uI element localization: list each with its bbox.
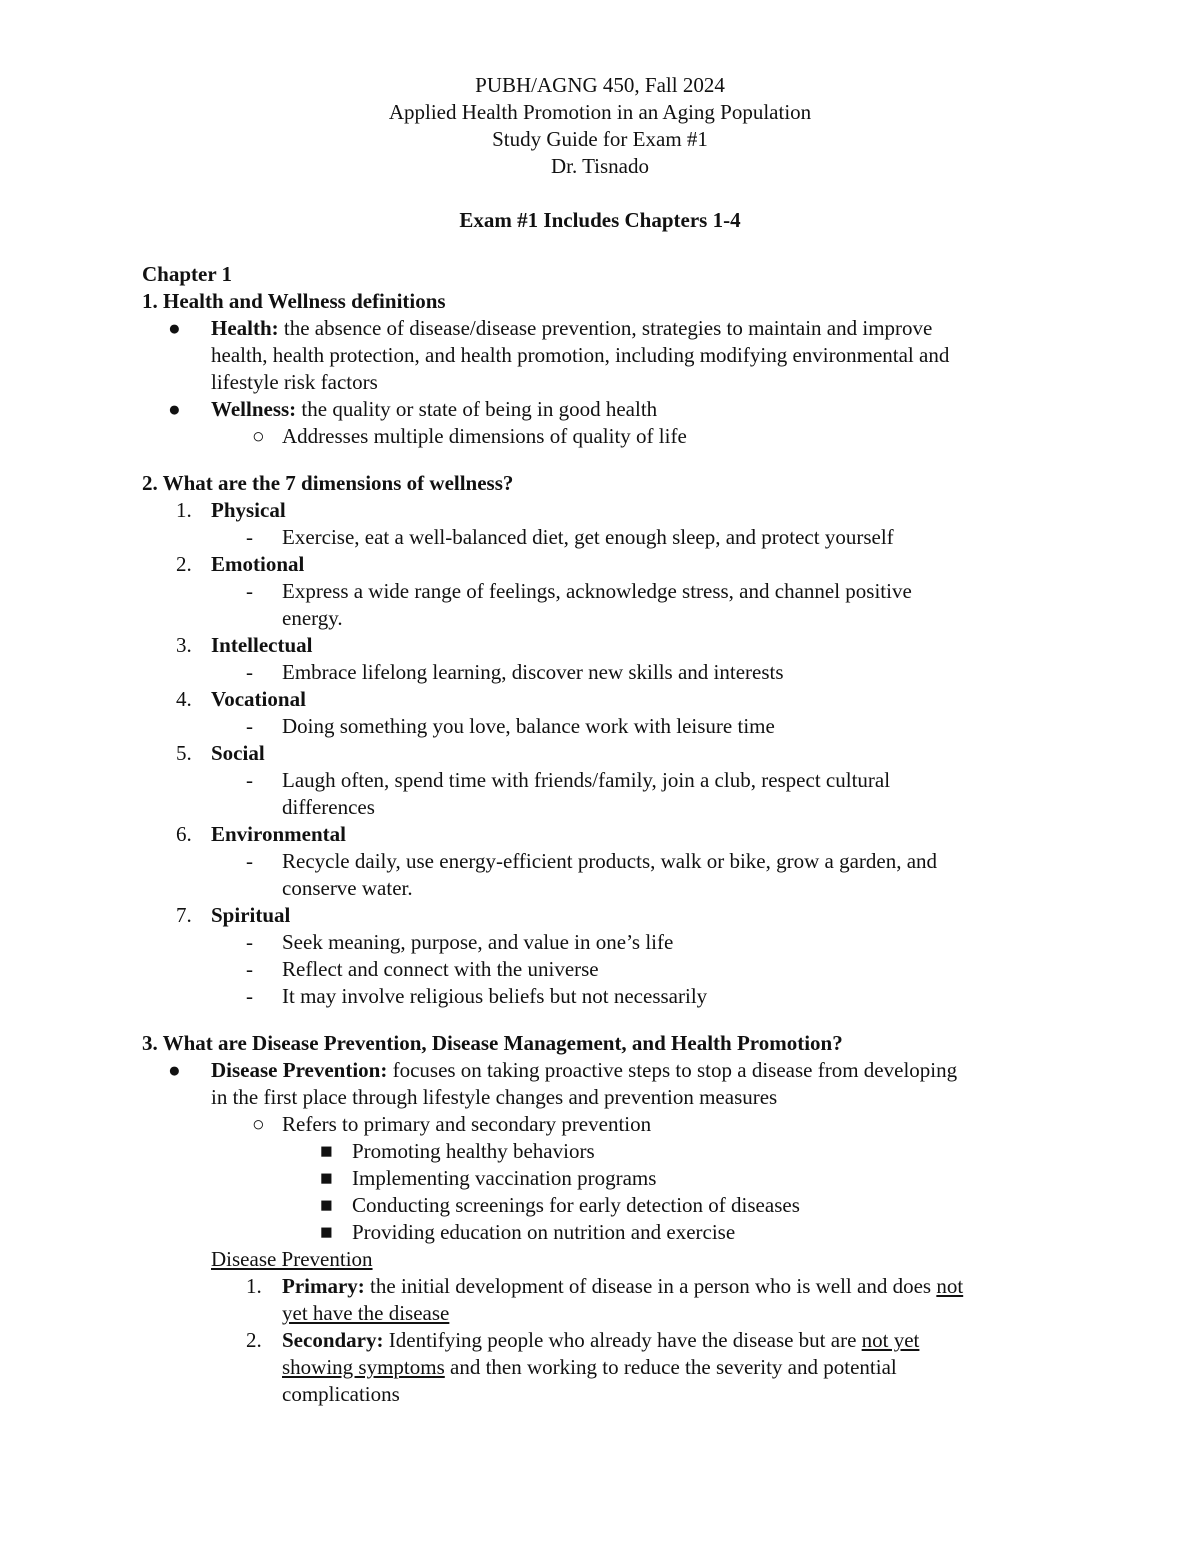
health-term: Health: <box>211 316 279 340</box>
document-body <box>142 261 1062 1408</box>
dp-list-item <box>142 1219 1062 1246</box>
list-number: 1. <box>176 498 192 522</box>
prevention-secondary <box>142 1327 1062 1408</box>
health-def-1: the absence of disease/disease prevention, strategies to maintain and improve <box>283 316 933 340</box>
list-number: 3. <box>176 633 192 657</box>
course-title: Applied Health Promotion in an Aging Population <box>388 100 812 124</box>
square-bullet-icon: ■ <box>320 1220 333 1244</box>
course-line: PUBH/AGNG 450, Fall 2024 <box>475 73 725 97</box>
secondary-def: complications <box>282 1382 400 1406</box>
dp-list-text: Implementing vaccination programs <box>352 1166 657 1190</box>
dp-def-1: focuses on taking proactive steps to stop a disease from developing <box>392 1058 958 1082</box>
primary-def-underlined: yet have the disease <box>282 1301 450 1325</box>
dimension-vocational <box>142 686 1062 713</box>
dimension-detail <box>142 578 1062 632</box>
detail-text: conserve water. <box>282 876 413 900</box>
dash-bullet-icon: - <box>246 768 253 792</box>
dimension-detail <box>142 524 1062 551</box>
list-number: 2. <box>176 552 192 576</box>
detail-text: Reflect and connect with the universe <box>282 957 599 981</box>
dp-list-text: Promoting healthy behaviors <box>352 1139 595 1163</box>
dimension-label: Social <box>211 741 265 765</box>
dimension-detail <box>142 713 1062 740</box>
dp-list-item <box>142 1192 1062 1219</box>
dimension-label: Environmental <box>211 822 346 846</box>
square-bullet-icon: ■ <box>320 1193 333 1217</box>
health-item <box>142 315 1062 396</box>
dp-subheading: Disease Prevention <box>211 1247 373 1271</box>
dimension-label: Physical <box>211 498 286 522</box>
section-2-heading: 2. What are the 7 dimensions of wellness? <box>142 471 514 495</box>
detail-text: Exercise, eat a well-balanced diet, get enough sleep, and protect yourself <box>282 525 894 549</box>
square-bullet-icon: ■ <box>320 1166 333 1190</box>
dimension-emotional <box>142 551 1062 578</box>
list-number: 2. <box>246 1328 262 1352</box>
bullet-icon: ● <box>168 1058 181 1082</box>
wellness-def: the quality or state of being in good health <box>301 397 658 421</box>
section-3-heading: 3. What are Disease Prevention, Disease Management, and Health Promotion? <box>142 1031 843 1055</box>
secondary-def-underlined: showing symptoms <box>282 1355 445 1379</box>
detail-text: Express a wide range of feelings, acknowledge stress, and channel positive <box>282 579 912 603</box>
dimension-detail <box>142 848 1062 902</box>
primary-def: the initial development of disease in a person who is well and does <box>370 1274 932 1298</box>
detail-text: It may involve religious beliefs but not necessarily <box>282 984 708 1008</box>
bullet-icon: ● <box>168 316 181 340</box>
dimension-physical <box>142 497 1062 524</box>
circle-bullet-icon: ○ <box>252 424 265 448</box>
dimension-label: Vocational <box>211 687 306 711</box>
dimension-label: Spiritual <box>211 903 291 927</box>
primary-def-underlined: not <box>936 1274 964 1298</box>
wellness-sub-text: Addresses multiple dimensions of quality of life <box>282 424 687 448</box>
dimension-detail <box>142 983 1062 1010</box>
section-1-heading: 1. Health and Wellness definitions <box>142 289 446 313</box>
wellness-term: Wellness: <box>211 397 297 421</box>
health-def-2: health, health protection, and health promotion, including modifying environmental and <box>211 343 950 367</box>
dimension-detail <box>142 767 1062 821</box>
circle-bullet-icon: ○ <box>252 1112 265 1136</box>
dimension-spiritual <box>142 902 1062 929</box>
instructor: Dr. Tisnado <box>550 154 650 178</box>
list-number: 1. <box>246 1274 262 1298</box>
secondary-def-underlined: not yet <box>861 1328 920 1352</box>
detail-text: Recycle daily, use energy-efficient products, walk or bike, grow a garden, and <box>282 849 938 873</box>
dash-bullet-icon: - <box>246 849 253 873</box>
dimension-detail <box>142 956 1062 983</box>
dash-bullet-icon: - <box>246 660 253 684</box>
dimension-detail <box>142 659 1062 686</box>
dimension-detail <box>142 929 1062 956</box>
dimension-label: Intellectual <box>211 633 313 657</box>
dash-bullet-icon: - <box>246 930 253 954</box>
chapter-heading: Chapter 1 <box>142 262 233 286</box>
document-header <box>0 72 1200 180</box>
detail-text: Embrace lifelong learning, discover new skills and interests <box>282 660 784 684</box>
detail-text: energy. <box>282 606 343 630</box>
dp-list-text: Conducting screenings for early detection of diseases <box>352 1193 800 1217</box>
dash-bullet-icon: - <box>246 714 253 738</box>
list-number: 7. <box>176 903 192 927</box>
dp-subitem <box>142 1111 1062 1138</box>
dp-term: Disease Prevention: <box>211 1058 388 1082</box>
secondary-def: Identifying people who already have the disease but are <box>388 1328 857 1352</box>
bullet-icon: ● <box>168 397 181 421</box>
dp-list-item <box>142 1138 1062 1165</box>
dp-list-item <box>142 1165 1062 1192</box>
dash-bullet-icon: - <box>246 525 253 549</box>
wellness-item <box>142 396 1062 423</box>
list-number: 4. <box>176 687 192 711</box>
dimension-intellectual <box>142 632 1062 659</box>
disease-prevention-item <box>142 1057 1062 1111</box>
secondary-term: Secondary: <box>282 1328 384 1352</box>
secondary-def: and then working to reduce the severity and potential <box>450 1355 897 1379</box>
detail-text: Laugh often, spend time with friends/family, join a club, respect cultural <box>282 768 891 792</box>
dimension-environmental <box>142 821 1062 848</box>
prevention-primary <box>142 1273 1062 1327</box>
list-number: 5. <box>176 741 192 765</box>
dimension-label: Emotional <box>211 552 305 576</box>
primary-term: Primary: <box>282 1274 365 1298</box>
wellness-subitem <box>142 423 1062 450</box>
guide-title: Study Guide for Exam #1 <box>492 127 708 151</box>
health-def-3: lifestyle risk factors <box>211 370 378 394</box>
dash-bullet-icon: - <box>246 957 253 981</box>
detail-text: Doing something you love, balance work with leisure time <box>282 714 775 738</box>
dp-def-2: in the first place through lifestyle changes and prevention measures <box>211 1085 778 1109</box>
dash-bullet-icon: - <box>246 984 253 1008</box>
detail-text: Seek meaning, purpose, and value in one’s life <box>282 930 674 954</box>
detail-text: differences <box>282 795 375 819</box>
dp-list-text: Providing education on nutrition and exercise <box>352 1220 736 1244</box>
dimension-social <box>142 740 1062 767</box>
list-number: 6. <box>176 822 192 846</box>
square-bullet-icon: ■ <box>320 1139 333 1163</box>
dp-sub-text: Refers to primary and secondary prevention <box>282 1112 652 1136</box>
dash-bullet-icon: - <box>246 579 253 603</box>
exam-title: Exam #1 Includes Chapters 1-4 <box>459 208 741 232</box>
